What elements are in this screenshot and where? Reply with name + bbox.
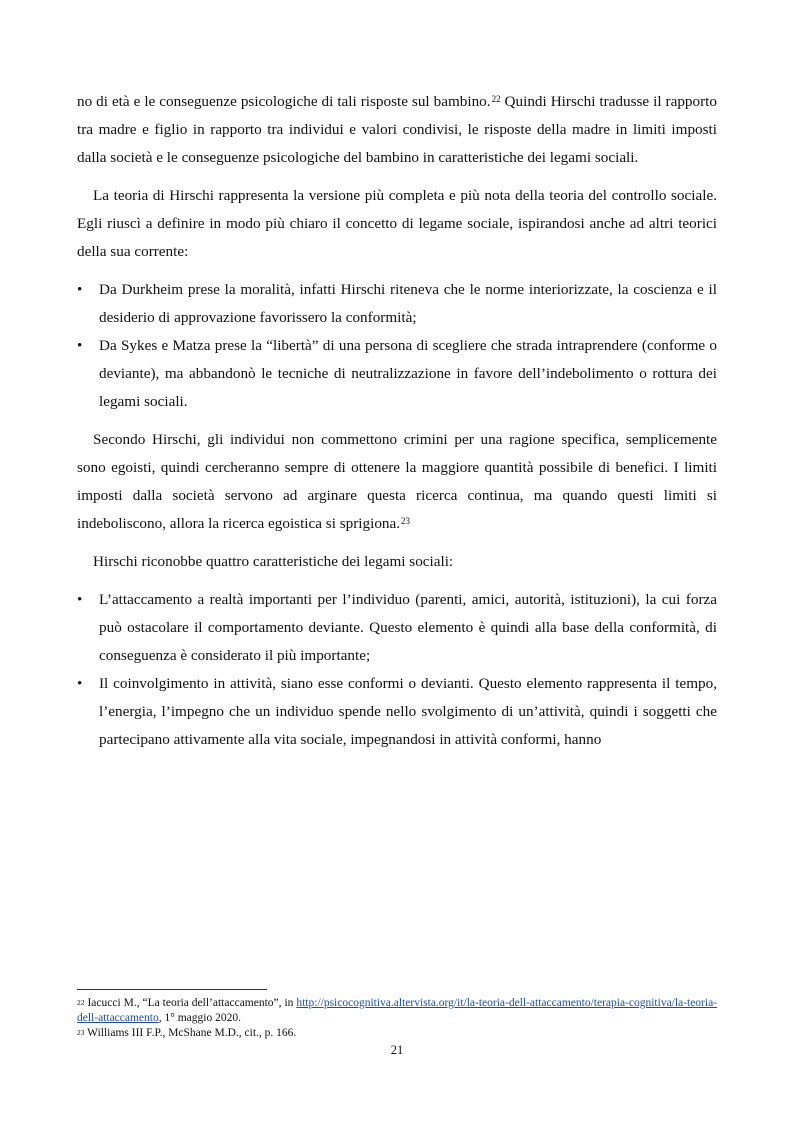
footnote-23 [77, 1026, 717, 1041]
footnote-text: Williams III F.P., McShane M.D., cit., p. 166. [87, 1027, 297, 1039]
page-body [77, 88, 717, 764]
footnote-22 [77, 996, 717, 1026]
page-number: 21 [390, 1043, 404, 1057]
paragraph-1 [77, 88, 717, 172]
footnote-number: 23 [77, 1028, 85, 1037]
footnotes [77, 996, 717, 1041]
footnote-ref-22[interactable]: 22 [491, 94, 501, 104]
footnote-link[interactable]: http://psicocognitiva.altervista.org/it/la-teoria-dell-attaccamento/terapia-cognitiva/la-teoria-dell-attaccamento [77, 997, 718, 1024]
paragraph-4: Hirschi riconobbe quattro caratteristiche dei legami sociali: [93, 553, 454, 570]
paragraph-1-text-a: no di età e le conseguenze psicologiche di tali risposte sul bambino. [77, 93, 491, 110]
bullet-list-1 [77, 276, 717, 416]
list-item-text: L’attaccamento a realtà importanti per l’individuo (parenti, amici, autorità, istituzioni), la cui forza può ostacolare il comportamento deviante. Questo elemento è quindi alla base della conformità, di conseguenza è considerato il più importante; [99, 591, 717, 664]
list-item [77, 332, 717, 416]
footnote-ref-23[interactable]: 23 [401, 516, 411, 526]
bullet-icon: • [77, 281, 83, 298]
bullet-icon: • [77, 675, 83, 692]
list-item [77, 670, 717, 754]
bullet-list-2 [77, 586, 717, 754]
footnote-text: Iacucci M., “La teoria dell’attaccamento”, in [87, 997, 297, 1009]
list-item [77, 586, 717, 670]
paragraph-2: La teoria di Hirschi rappresenta la versione più completa e più nota della teoria del controllo sociale. Egli riuscì a definire in modo più chiaro il concetto di legame sociale, ispirandosi anche ad altri teorici della sua corrente: [77, 187, 717, 260]
footnote-text: , 1° maggio 2020. [158, 1012, 241, 1024]
list-item-text: Da Durkheim prese la moralità, infatti Hirschi riteneva che le norme interiorizzate, la coscienza e il desiderio di approvazione favorissero la conformità; [99, 281, 717, 326]
paragraph-3 [77, 426, 717, 538]
footnote-separator [77, 989, 267, 990]
list-item [77, 276, 717, 332]
paragraph-1-text-b: Quindi Hirschi tradusse il rapporto tra madre e figlio in rapporto tra individui e valori condivisi, le risposte della madre in limiti imposti dalla società e le conseguenze psicologiche del bambino in caratteristiche dei legami sociali. [77, 93, 717, 166]
footnote-number: 22 [77, 998, 85, 1007]
list-item-text: Da Sykes e Matza prese la “libertà” di una persona di scegliere che strada intraprendere (conforme o deviante), ma abbandonò le tecniche di neutralizzazione in favore dell’indebolimento o rottura dei legami sociali. [99, 337, 717, 410]
paragraph-3-text: Secondo Hirschi, gli individui non commettono crimini per una ragione specifica, semplicemente sono egoisti, quindi cercheranno sempre di ottenere la maggiore quantità possibile di benefici. I limiti imposti dalla società servono ad arginare questa ricerca continua, ma quando questi limiti si indeboliscono, allora la ricerca egoistica si sprigiona. [77, 431, 717, 532]
list-item-text: Il coinvolgimento in attività, siano esse conformi o devianti. Questo elemento rappresenta il tempo, l’energia, l’impegno che un individuo spende nello svolgimento di un’attività, quindi i soggetti che partecipano attivamente alla vita sociale, impegnandosi in attività conformi, hanno [99, 675, 717, 748]
bullet-icon: • [77, 337, 83, 354]
bullet-icon: • [77, 591, 83, 608]
